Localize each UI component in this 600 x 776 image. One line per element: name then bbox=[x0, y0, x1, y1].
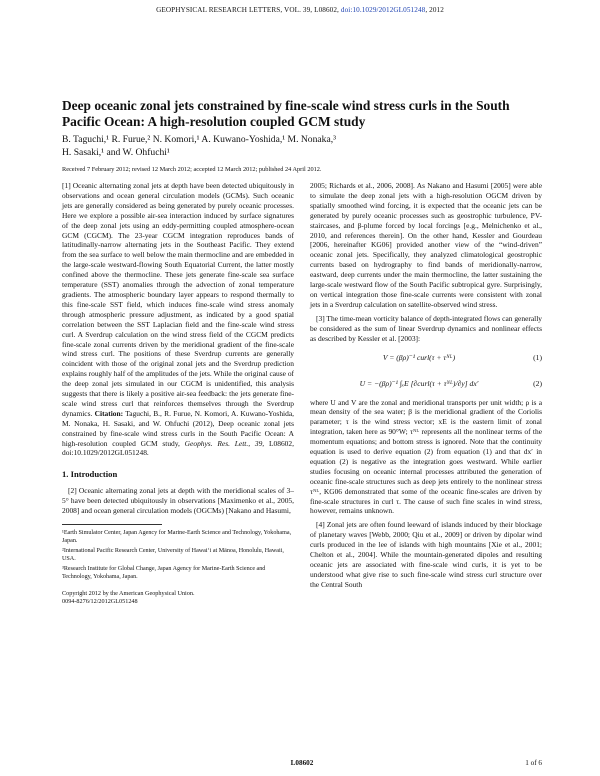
copyright-line-1: Copyright 2012 by the American Geophysical Union. bbox=[62, 589, 195, 597]
abstract-marker: [1] bbox=[62, 181, 71, 190]
abstract-paragraph bbox=[62, 181, 294, 458]
equation-1-body: V = (βρ)⁻¹ curl(τ + τᴺᴸ) bbox=[382, 352, 456, 362]
intro-paragraph-2-continued: 2005; Richards et al., 2006, 2008]. As Nakano and Hasumi [2005] were able to simulate the deep zonal jets with a high-resolution OGCM driven by spatially smoothed wind forcing, it is expected that the oceanic jets can be generated by purely oceanic processes such as geostrophic turbulence, PV-staircases, and β-plume forced by local forcings [e.g., Melnichenko et al., 2010, and references therein]. On the other hand, Kessler and Gourdeau [2006, hereinafter KG06] provided another view of the “wind-driven” oceanic zonal jets. Specifically, they analyzed climatological geostrophic currents based on hydrography to find bands of meridionally-narrow, eastward, deep currents under the main thermocline, the latter sustaining the large-scale westward flow of the South Pacific subtropical gyre. Surprisingly, on vertical integration those fine-scale currents were consistent with zonal jets in a Sverdrup calculation on satellite-observed wind stress. bbox=[310, 181, 542, 309]
left-column bbox=[62, 181, 294, 606]
equation-2 bbox=[310, 372, 542, 396]
authors-line-1: B. Taguchi,¹ R. Furue,² N. Komori,¹ A. Kuwano-Yoshida,¹ M. Nonaka,³ bbox=[62, 134, 336, 145]
copyright-notice bbox=[62, 590, 294, 606]
section-heading-introduction: 1. Introduction bbox=[62, 469, 118, 480]
right-column bbox=[310, 181, 542, 590]
journal-name: GEOPHYSICAL RESEARCH LETTERS, VOL. 39, L08602, bbox=[156, 6, 339, 14]
paragraph-3-continued: where U and V are the zonal and meridional transports per unit width; ρ is a mean density of the sea water; β is the meridional gradient of the Coriolis parameter; τ is the wind stress vector; xE is the eastern limit of zonal integration, taken here as 90°W; τᴺᴸ represents all the nonlinear terms of the momentum equations; and bottom stress is ignored. Note that the continuity equation is used to derive equation (2) from equation (1) and that dx′ in equation (2) is negative as the integration goes westward. While earlier studies focusing on oceanic internal processes attributed the generation of oceanic fine-scale structures such as deep jets entirely to the nonlinear stress τᴺᴸ, KG06 demonstrated that some of the oceanic fine-scales are driven by fine-scale structures in curl τ. The cause of such fine scales in wind stress, however, remains unknown. bbox=[310, 397, 542, 516]
author-list bbox=[62, 134, 542, 159]
page-number: 1 of 6 bbox=[525, 759, 542, 767]
article-code: L08602 bbox=[290, 759, 314, 767]
paper-title: Deep oceanic zonal jets constrained by fine-scale wind stress curls in the South Pacific Ocean: A high-resolution coupled GCM study bbox=[62, 98, 510, 129]
header-year: , 2012 bbox=[425, 6, 444, 14]
paragraph-3: [3] The time-mean vorticity balance of depth-integrated flows can generally be considered as the sum of linear Sverdrup dynamics and nonlinear effects as described by Kessler et al. [2003]: bbox=[310, 313, 542, 343]
page-footer bbox=[62, 759, 542, 769]
doi-link[interactable]: doi:10.1029/2012GL051248 bbox=[340, 6, 426, 14]
citation-journal: Geophys. Res. Lett., 39, bbox=[184, 438, 265, 448]
abstract-text: Oceanic alternating zonal jets at depth have been detected ubiquitously in observations and ocean general circulation models (GCMs). Such oceanic jets are generally considered as being generated by purely oceanic processes. Here we explore a possible air-sea interaction induced by surface signatures of the deep zonal jets using an eddy-permitting coupled atmosphere-ocean GCM (CGCM). The 23-year CGCM integration reproduces bands of latitudinally-narrow alternating jets in the Southeast Pacific. They extend from the sea surface to well below the main thermocline and are embedded in the large-scale westward-flowing South Equatorial Current, the latter mostly confined above the thermocline. These jets generate fine-scale sea surface temperature (SST) anomalies through the advection of zonal temperature gradients. The atmospheric boundary layer appears to respond thermally to this fine-scale SST field, which induces fine-scale wind stress anomaly through atmospheric pressure adjustment, as indicated by a good spatial correlation between the SST Laplacian field and the fine-scale wind stress curl. A Sverdrup calculation on the wind stress field of the CGCM predicts fine-scale zonal currents driven by the meridional gradient of the fine-scale wind stress curl. The positions of these Sverdrup currents are generally coincident with those of the original zonal jets and the Sverdrup prediction explains roughly half of the amplitudes of the jets. While the original cause of the deep zonal jets simulated in our CGCM is unidentified, this analysis suggests that there is likely a positive air-sea feedback: the jets generate fine-scale wind stress curl that reinforces themselves through the Sverdrup dynamics. bbox=[62, 181, 295, 418]
footnote-2: ²International Pacific Research Center, University of Hawai‘i at Mānoa, Honolulu, Hawaii, USA. bbox=[62, 548, 284, 563]
equation-1 bbox=[310, 346, 542, 370]
citation-tail: L08602, doi:10.1029/2012GL051248. bbox=[62, 438, 294, 458]
citation-label: Citation: bbox=[94, 408, 124, 418]
citation-text: Taguchi, B., R. Furue, N. Komori, A. Kuwano-Yoshida, M. Nonaka, H. Sasaki, and W. Ohfuchi (2012), Deep oceanic zonal jets constrained by fine-scale wind stress curls in the South Pacific Ocean: A high-resolution coupled GCM study, bbox=[62, 408, 294, 448]
journal-header bbox=[0, 6, 600, 14]
footnote-1: ¹Earth Simulator Center, Japan Agency for Marine-Earth Science and Technology, Yokohama, Japan. bbox=[62, 530, 292, 545]
received-dates: Received 7 February 2012; revised 12 March 2012; accepted 12 March 2012; published 24 April 2012. bbox=[62, 166, 322, 173]
copyright-line-2: 0094-8276/12/2012GL051248 bbox=[62, 597, 138, 605]
equation-1-number: (1) bbox=[533, 352, 542, 362]
affiliation-footnotes bbox=[62, 529, 294, 582]
equation-2-number: (2) bbox=[533, 378, 542, 388]
footnote-3: ³Research Institute for Global Change, Japan Agency for Marine-Earth Science and Technology, Yokohama, Japan. bbox=[62, 566, 266, 581]
authors-line-2: H. Sasaki,¹ and W. Ohfuchi¹ bbox=[62, 146, 170, 158]
equation-2-body: U = −(βρ)⁻¹ ∫ₓE [∂curl(τ + τᴺᴸ)/∂y] dx′ bbox=[359, 378, 479, 388]
footnote-rule bbox=[62, 524, 162, 525]
paragraph-4: [4] Zonal jets are often found leeward of islands induced by their blockage of planetary waves [Webb, 2000; Qiu et al., 2009] or driven by dipolar wind curls produced in the lee of islands with high mountains [Xie et al., 2001; Chelton et al., 2004]. While the mountain-generated dipoles and resulting oceanic jets are associated with fine-scale wind curls, it is yet to be understood what give rise to such fine-scale wind stress curl structure over the Central South bbox=[310, 520, 542, 589]
abstract bbox=[62, 181, 294, 458]
intro-paragraph-2: [2] Oceanic alternating zonal jets at depth with the meridional scales of 3–5° have been detected ubiquitously in observations [Maximenko et al., 2005, 2008] and ocean general circulation models (OGCMs) [Nakano and Hasumi, bbox=[62, 486, 294, 516]
